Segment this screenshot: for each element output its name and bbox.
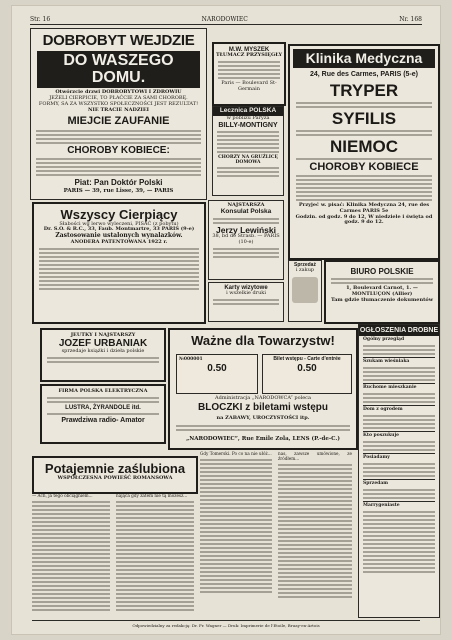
ad-loznica-title: Lecznica POLSKA — [213, 107, 283, 116]
ad-biuro-body — [326, 278, 438, 284]
serial-header — [32, 456, 198, 494]
ticket-title: Bilet wstępu - Carte d'entrée — [273, 356, 341, 362]
ad-loznica-sub: w pobliżu Paryża — [226, 114, 270, 121]
ticket-sample-2 — [262, 354, 352, 394]
ad-loznica-body2 — [213, 167, 283, 177]
ad-loznica-line: CHORZY NA GRUŹLICĘ DOMOWA — [218, 154, 278, 166]
ad-cierpiacy-title: Wszyscy Cierpiący — [60, 207, 178, 222]
ad-myszek-addr: Paris — Boulevard St-Germain — [221, 80, 277, 92]
ogloszenia-item: Dom z ogrodem — [363, 407, 403, 413]
ad-cierpiacy-line4: ANODERA PATENTOWANA 1922 r. — [70, 239, 168, 246]
serial-column-1 — [32, 494, 110, 613]
ad-klinika-tryper: TRYPER — [329, 81, 399, 101]
ad-firma — [40, 384, 166, 444]
serial-column-2 — [116, 494, 194, 613]
ad-wazne-bloczki: BLOCZKI z biletami wstępu — [197, 402, 328, 413]
ad-cierpiacy-line3: Zastosowanie ustalonych wynalazków. — [55, 232, 183, 240]
ad-wazne-footer: „NARODOWIEC”, Rue Emile Zola, LENS (P.-de-C.) — [186, 436, 340, 442]
ad-klinika-niemoc: NIEMOC — [330, 136, 398, 156]
ad-myszek-body — [214, 61, 284, 79]
page-number-left: Str. 16 — [30, 15, 51, 23]
ad-dobrobyt-line3: FORMY, SA ZA WSZYSTKO SPOŁECZNOŚCI JEST REZULTAT! — [38, 100, 199, 107]
ad-dobrobyt-body — [31, 130, 206, 144]
serial-column-3 — [200, 452, 272, 595]
paper-name: NARODOWIEC — [201, 15, 248, 23]
page-header — [30, 14, 422, 25]
ad-karty-sub: i wszelkie druki — [226, 290, 266, 297]
ad-firma-line3: Prawdziwa radio- Amator — [61, 417, 145, 425]
ad-klinika-addr: 24, Rue des Carmes, PARIS (5-e) — [309, 70, 419, 78]
ogloszenia-item: Sprzedam — [363, 480, 389, 486]
ogloszenia-list — [359, 336, 439, 577]
serial-column-4-start: nas, zawsze umówione, ze źródłem... — [278, 451, 352, 461]
ad-klinika-hours: Godzin. od godz. 9 do 12, W niedziele i święta od godz. 9 do 12. — [295, 213, 433, 226]
ad-sprzedaz-title: Sprzedaż — [294, 262, 316, 268]
ad-klinika-body2 — [290, 130, 438, 136]
ad-biuro-addr: 1, Boulevard Carnot, 1. — MONTLUÇON (Allier) — [346, 285, 418, 298]
ticket-price: 0.50 — [207, 363, 227, 374]
ad-cierpiacy-line2: Dr. S.O. & R.C., 33, Faub. Montmartre, 33 PARIS (9-e) — [43, 226, 195, 233]
ad-myszek-title: M.W. MYSZEK — [228, 47, 270, 53]
ad-biuro — [324, 260, 440, 324]
ad-karty — [208, 282, 284, 322]
ticket-number: №000001 — [179, 357, 203, 362]
ad-sprzedaz — [288, 260, 322, 322]
ad-klinika-title: Klinika Medyczna — [293, 49, 435, 68]
page-number-right: Nr. 168 — [399, 15, 422, 23]
serial-subtitle: WSPÓŁCZESNA POWIEŚĆ ROMANSOWA — [57, 474, 173, 481]
ad-wazne-body — [176, 423, 350, 433]
serial-column-1-start: — Ach, ja tego obciągniem... — [32, 493, 93, 498]
ad-biuro-title: BIURO POLSKIE — [350, 267, 414, 276]
ad-cierpiacy-line1: Słabości wg lerwo wyleczeni, PISAĆ (z pobytu) — [59, 220, 179, 227]
ad-konsulat-addr: 38, bd de Strasb. — PARIS (10-e) — [212, 233, 280, 246]
ad-wazne — [168, 328, 358, 450]
ad-dobrobyt-doctor: Piat: Pan Doktór Polski — [74, 178, 163, 188]
ad-karty-title: Karty wizytowe — [224, 285, 268, 291]
ad-wazne-sub: na ZABAWY, UROCZYSTOŚCI itp. — [216, 415, 310, 421]
ogloszenia-item: Posiadamy — [363, 455, 390, 461]
ad-urbaniak-line1: JEUTKY I NAJSTARSZY — [70, 332, 136, 338]
ad-dobrobyt-title2: DO WASZEGO DOMU. — [37, 51, 200, 89]
ad-sprzedaz-sub: i zakup — [295, 267, 315, 274]
ad-myszek — [212, 42, 286, 106]
ad-loznica — [212, 106, 284, 196]
ad-dobrobyt-women: CHOROBY KOBIECE: — [67, 144, 170, 156]
ad-klinika-body4 — [290, 175, 438, 201]
ad-dobrobyt-line4: NIE TRACIE NADZIEI — [87, 106, 149, 113]
ad-klinika-body1 — [290, 102, 438, 108]
ad-wazne-title: Ważne dla Towarzystw! — [191, 333, 335, 348]
ogloszenia-title: OGŁOSZENIA DROBNE — [359, 325, 439, 336]
ticket-sample-1 — [176, 354, 258, 394]
ad-urbaniak-name: JOZEF URBANIAK — [58, 337, 148, 349]
ad-loznica-city: BILLY-MONTIGNY — [218, 121, 278, 129]
ad-dobrobyt-trust: MIEJCIE ZAUFANIE — [67, 115, 170, 128]
ad-dobrobyt-address: PARIS — 39, rue Lisse, 39, — PARIS — [63, 187, 174, 194]
ad-konsulat — [208, 200, 284, 280]
ad-konsulat-body2 — [209, 248, 283, 258]
ad-klinika — [288, 44, 440, 260]
ad-firma-line2: LUSTRA, ŻYRANDOLE itd. — [65, 404, 141, 411]
ad-cierpiacy — [32, 202, 206, 324]
ogloszenia-item: Ogólny przegląd — [363, 337, 405, 343]
ticket-price-2: 0.50 — [297, 363, 317, 375]
ad-urbaniak-body — [42, 357, 164, 363]
ad-firma-line1: FIRMA POLSKA ELEKTRYCZNA — [58, 388, 148, 394]
page-footer: Odpowiedzialny za redakcję: Dr. Fr. Wagner — Druk: Imprimerie de l'Etoile, Bruay-en-Artois — [32, 620, 420, 628]
ad-cierpiacy-body — [34, 248, 204, 290]
ad-loznica-body — [213, 131, 283, 153]
ad-dobrobyt-line1: Otwórzcie drzwi DOBROBYTOWI I ZDROWIU — [55, 89, 182, 96]
ad-dobrobyt-line2: JEŻELI CIERPICIE, TO PŁAĆCIE ZA SAMI CHOROBĘ. — [49, 95, 188, 102]
ad-dobrobyt — [30, 28, 207, 200]
ad-firma-body — [42, 397, 164, 403]
ad-biuro-line: Tam gdzie tłumaczenie dokumentów — [330, 296, 434, 303]
car-illustration — [292, 277, 318, 303]
ogloszenia-item: Marrygeniaste — [363, 502, 400, 508]
ad-urbaniak-sub: sprzedaje książki i dzieła polskie — [61, 348, 145, 355]
ad-myszek-sub: TŁUMACZ PRZYSIĘGŁY — [215, 52, 283, 59]
serial-title: Potajemnie zaślubiona — [44, 461, 186, 476]
ad-konsulat-title: Konsulat Polska — [220, 207, 272, 215]
ad-wazne-label: Administracja „NARODOWCA” poleca — [215, 395, 311, 401]
ad-klinika-choroby: CHOROBY KOBIECE — [309, 160, 419, 173]
ad-dobrobyt-title1: DOBROBYT WEJDZIE — [42, 32, 195, 49]
ad-ogloszenia — [358, 324, 440, 618]
ad-klinika-body3 — [290, 158, 438, 160]
serial-column-2-start: nająca gdy zatem nie tą możesz... — [116, 493, 188, 498]
ogloszenia-item: Kto poszukuje — [363, 433, 399, 439]
serial-column-3-start: Gdy Tomerski. Po co na nie ułóż... — [200, 451, 272, 456]
ad-urbaniak — [40, 328, 166, 382]
ad-konsulat-name: Jerzy Lewiński — [215, 224, 276, 235]
ogloszenia-item: Ruchome mieszkanie — [363, 385, 417, 391]
ogloszenia-item: Szukam wieśniaka — [363, 359, 410, 365]
ad-firma-body2 — [42, 413, 164, 415]
serial-column-4 — [278, 452, 352, 600]
ad-klinika-syfilis: SYFILIS — [331, 108, 397, 128]
ad-konsulat-body — [209, 218, 283, 224]
ad-karty-body — [209, 299, 283, 305]
ad-klinika-footer: Przyjeć w. pisać: Klinika Medyczna 24, rue des Carmes PARIS 5e — [298, 202, 430, 214]
ad-konsulat-top: NAJSTARSZA — [227, 202, 265, 208]
newspaper-page — [12, 6, 440, 634]
ad-dobrobyt-body2 — [31, 158, 206, 176]
